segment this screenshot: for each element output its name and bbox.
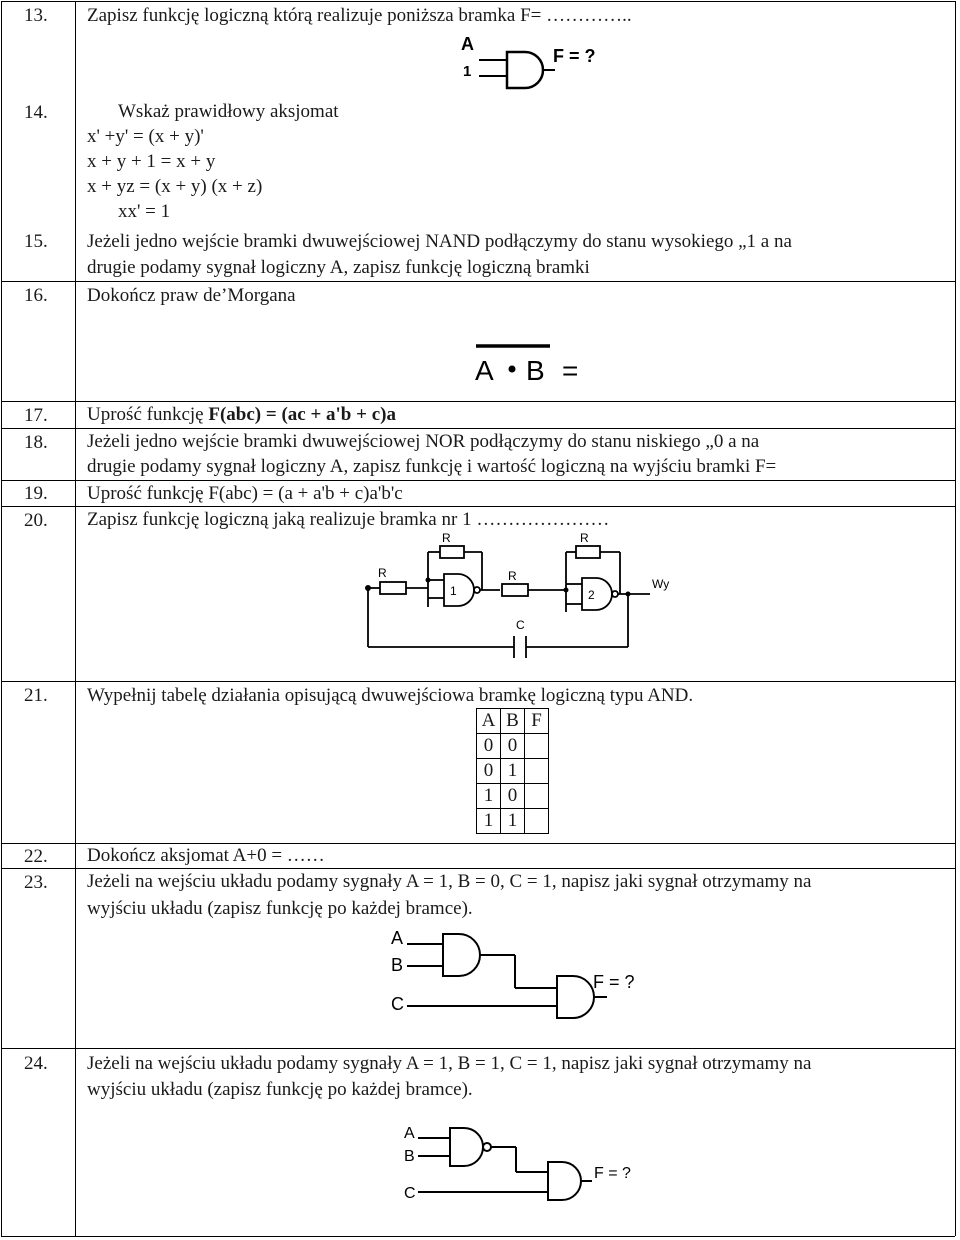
question-text (87, 402, 396, 428)
column-header: B (501, 709, 525, 734)
and-gate-figure (455, 30, 615, 96)
question-text: drugie podamy sygnał logiczny A, zapisz funkcję logiczną bramki (87, 257, 590, 278)
answer-option: xx' = 1 (118, 201, 171, 222)
and-gate-symbol (548, 1162, 581, 1200)
output-label: F = ? (594, 1165, 631, 1182)
question-prefix: Uprość funkcję (87, 404, 209, 425)
output-label: Wy (652, 577, 670, 591)
answer-option: x + y + 1 = x + y (87, 151, 216, 172)
and-dot (509, 366, 516, 373)
question-text: Dokończ praw de’Morgana (87, 285, 296, 306)
output-label: F = ? (593, 972, 635, 992)
question-text: drugie podamy sygnał logiczny A, zapisz funkcję i wartość logiczną na wyjściu bramki F= (87, 456, 777, 477)
resistor-label: R (508, 569, 517, 583)
negation-bubble (483, 1143, 491, 1151)
gate-number: 1 (450, 584, 457, 598)
nand-gate-symbol (444, 574, 474, 606)
input-label-1: 1 (463, 63, 472, 80)
answer-cell[interactable] (525, 809, 549, 834)
question-number: 14. (24, 102, 48, 123)
question-number: 17. (24, 405, 48, 426)
row-divider (1, 281, 955, 282)
circuit-diagram (350, 532, 690, 662)
resistor-symbol (440, 546, 464, 558)
question-text: Jeżeli jedno wejście bramki dwuwejściowej NAND podłączymy do stanu wysokiego „1 a na (87, 231, 792, 252)
row-divider (1, 1048, 955, 1049)
input-label-a: A (404, 1125, 415, 1142)
question-text: Jeżeli jedno wejście bramki dwuwejściowej NOR podłączymy do stanu niskiego „0 a na (87, 431, 760, 452)
question-number: 16. (24, 285, 48, 306)
capacitor-label: C (516, 618, 525, 632)
question-text: Jeżeli na wejściu układu podamy sygnały A = 1, B = 1, C = 1, napisz jaki sygnał otrzymamy na (87, 1053, 812, 1074)
operand-b: B (526, 355, 545, 386)
answer-cell[interactable] (525, 784, 549, 809)
question-number: 22. (24, 846, 48, 867)
and-gate-symbol (443, 934, 480, 976)
question-text: Zapisz funkcję logiczną jaką realizuje bramka nr 1 ………………… (87, 509, 610, 530)
question-text: wyjściu układu (zapisz funkcję po każdej bramce). (87, 898, 473, 919)
left-border (1, 1, 2, 1236)
question-text: Wskaż prawidłowy aksjomat (118, 101, 339, 122)
question-number: 23. (24, 872, 48, 893)
answer-option: x' +y' = (x + y)' (87, 126, 204, 147)
table-header-row (477, 709, 549, 734)
right-border (955, 1, 956, 1236)
logic-circuit-figure (398, 1114, 648, 1214)
table-cell: 0 (477, 734, 501, 759)
question-text: wyjściu układu (zapisz funkcję po każdej bramce). (87, 1079, 473, 1100)
question-number: 18. (24, 432, 48, 453)
resistor-label: R (442, 532, 451, 545)
question-text: Uprość funkcję F(abc) = (a + a'b + c)a'b'c (87, 483, 403, 504)
table-cell: 1 (477, 809, 501, 834)
table-cell: 1 (477, 784, 501, 809)
question-number: 20. (24, 510, 48, 531)
equals-sign: = (562, 355, 579, 386)
input-label-a: A (461, 34, 474, 54)
logic-circuit-figure (385, 926, 655, 1044)
resistor-symbol (380, 582, 406, 594)
question-number: 15. (24, 231, 48, 252)
row-divider (1, 681, 955, 682)
table-cell: 0 (501, 784, 525, 809)
question-number: 19. (24, 483, 48, 504)
input-label-c: C (404, 1185, 416, 1202)
row-divider (1, 1, 955, 2)
and-gate-symbol (450, 1128, 483, 1166)
input-label-b: B (391, 955, 404, 975)
de-morgan-figure (470, 340, 595, 386)
question-text: Dokończ aksjomat A+0 = …… (87, 845, 325, 866)
input-label-c: C (391, 994, 404, 1014)
question-text: Zapisz funkcję logiczną którą realizuje poniższa bramka F= ………….. (87, 5, 632, 26)
question-text: Jeżeli na wejściu układu podamy sygnały A = 1, B = 0, C = 1, napisz jaki sygnał otrzymamy na (87, 871, 812, 892)
question-number: 24. (24, 1053, 48, 1074)
output-label: F = ? (553, 46, 596, 66)
gate-number: 2 (588, 588, 595, 602)
question-number: 21. (24, 685, 48, 706)
input-label-a: A (391, 928, 404, 948)
column-divider (75, 1, 76, 1236)
question-number: 13. (24, 5, 48, 26)
table-row (477, 759, 549, 784)
truth-table (476, 708, 549, 834)
column-header: F (525, 709, 549, 734)
table-cell: 1 (501, 759, 525, 784)
resistor-symbol (502, 584, 528, 596)
and-gate-symbol (557, 976, 594, 1018)
operand-a: A (475, 355, 494, 386)
answer-cell[interactable] (525, 759, 549, 784)
table-cell: 1 (501, 809, 525, 834)
resistor-symbol (576, 546, 600, 558)
column-header: A (477, 709, 501, 734)
answer-cell[interactable] (525, 734, 549, 759)
function-expression: F(abc) = (ac + a'b + c)a (208, 404, 396, 425)
table-row (477, 809, 549, 834)
nand-gate-symbol (582, 578, 612, 610)
table-cell: 0 (477, 759, 501, 784)
table-row (477, 784, 549, 809)
row-divider (1, 1236, 955, 1237)
input-label-b: B (404, 1148, 415, 1165)
table-cell: 0 (501, 734, 525, 759)
table-row (477, 734, 549, 759)
answer-option: x + yz = (x + y) (x + z) (87, 176, 263, 197)
question-text: Wypełnij tabelę działania opisującą dwuwejściowa bramkę logiczną typu AND. (87, 685, 694, 706)
and-gate-symbol (507, 52, 543, 88)
resistor-label: R (378, 566, 387, 580)
resistor-label: R (580, 532, 589, 545)
